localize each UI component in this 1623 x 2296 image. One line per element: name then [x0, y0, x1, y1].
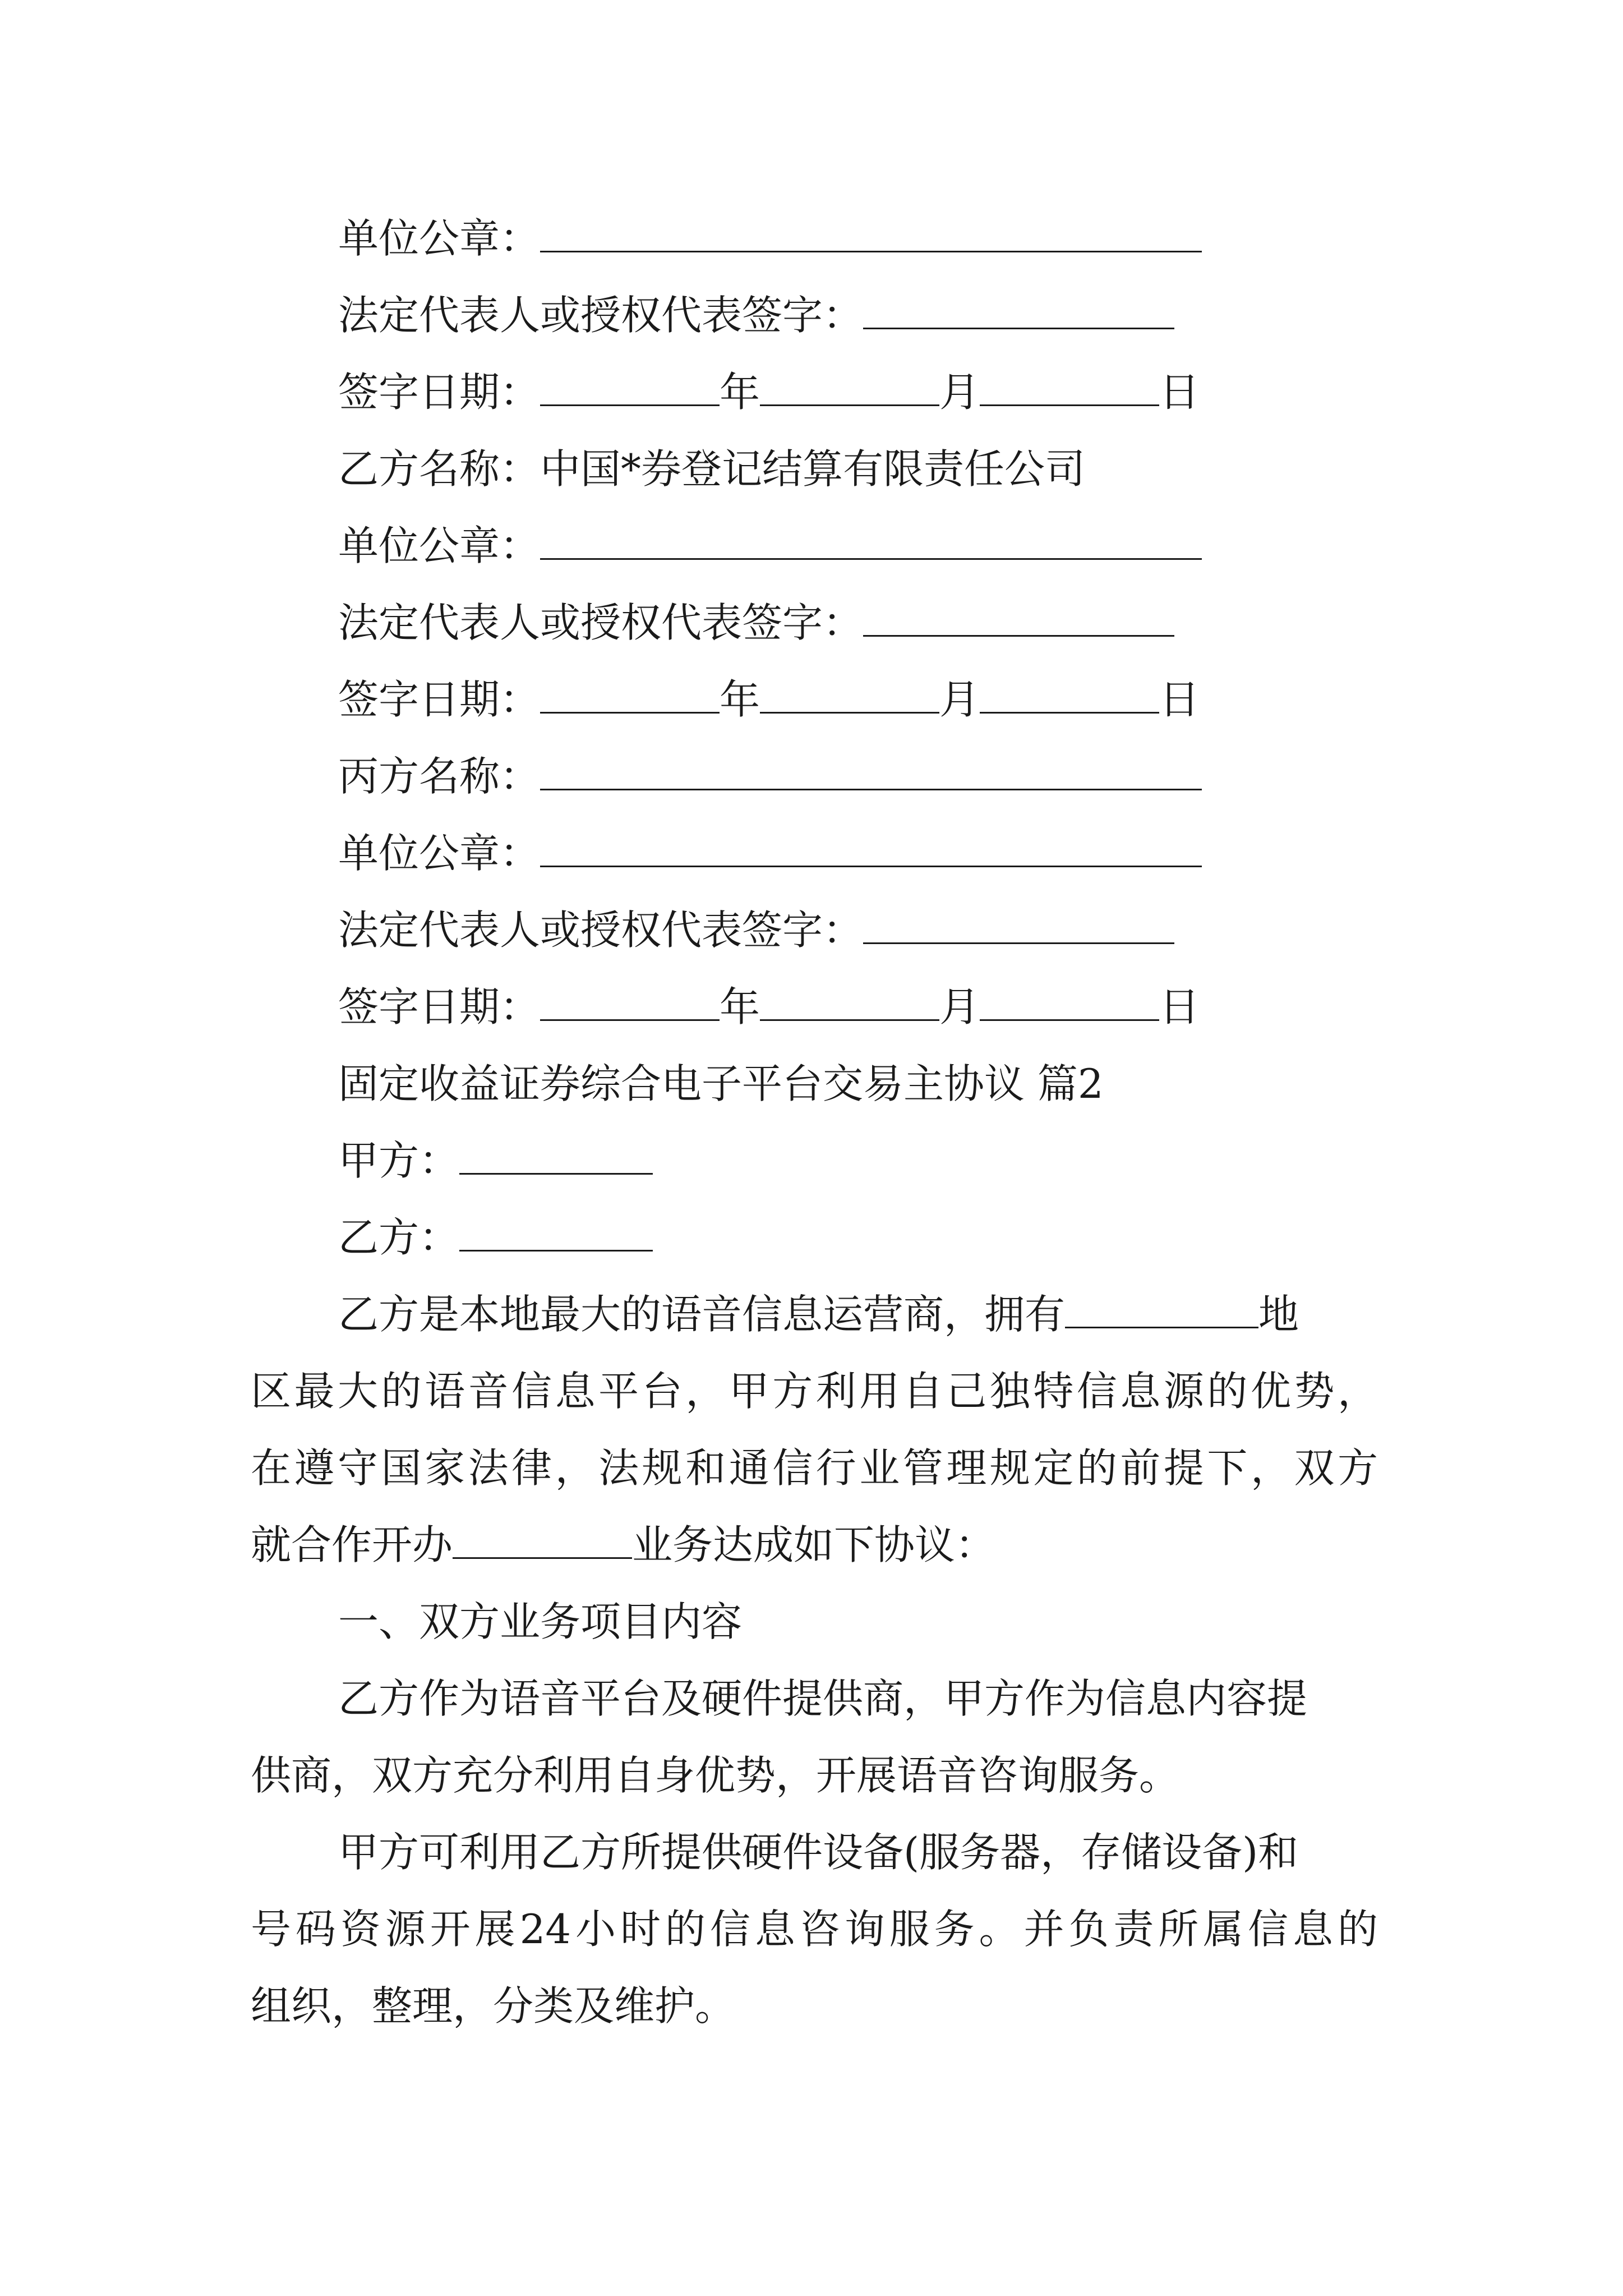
heading-1: 一、双方业务项目内容	[338, 1598, 743, 1645]
date-line-3	[338, 982, 1200, 1032]
p2-line-3	[251, 1981, 735, 2031]
intro-line-2	[251, 1366, 1378, 1416]
party-b-name-label: 乙方名称：	[338, 445, 541, 493]
seal-line-1	[338, 213, 1202, 264]
rep-line-1	[338, 290, 1174, 341]
month-label: 月	[939, 676, 980, 723]
region-blank	[1065, 1292, 1258, 1328]
date-label: 签字日期：	[338, 676, 541, 723]
p2-line1-text: 甲方可利用乙方所提供硬件设备(服务器，存储设备)和	[338, 1829, 1299, 1876]
party-a-label: 甲方：	[338, 1137, 460, 1184]
seal-blank	[540, 523, 1202, 560]
intro-line1-end: 地	[1258, 1291, 1299, 1338]
p2-line-2	[251, 1904, 1378, 1954]
month-blank	[760, 677, 939, 714]
intro-line3-text: 在遵守国家法律，法规和通信行业管理规定的前提下，双方	[251, 1444, 1378, 1492]
seal-label: 单位公章：	[338, 830, 541, 877]
month-label: 月	[939, 369, 980, 416]
party-b-label: 乙方：	[338, 1214, 460, 1261]
intro-line4-start: 就合作开办	[251, 1521, 453, 1568]
party-b-name-line	[338, 444, 1085, 494]
intro-line-1	[338, 1289, 1299, 1340]
date-line-2	[338, 674, 1200, 725]
party-b-name-value: 中国*券登记结算有限责任公司	[540, 445, 1086, 493]
p1-line2-text: 供商，双方充分利用自身优势，开展语音咨询服务。	[251, 1752, 1180, 1799]
rep-line-3	[338, 905, 1174, 955]
date-label: 签字日期：	[338, 369, 541, 416]
party-b-line	[338, 1212, 653, 1263]
p1-line1-text: 乙方作为语音平台及硬件提供商，甲方作为信息内容提	[338, 1675, 1308, 1722]
business-blank	[453, 1522, 632, 1559]
rep-label: 法定代表人或授权代表签字：	[338, 599, 864, 646]
intro-line-3	[251, 1443, 1378, 1493]
p1-line-2	[251, 1750, 1179, 1801]
seal-line-3	[338, 828, 1202, 878]
p2-line2-text: 号码资源开展24小时的信息咨询服务。并负责所属信息的	[251, 1906, 1378, 1953]
year-blank	[540, 984, 720, 1021]
seal-label: 单位公章：	[338, 522, 541, 569]
intro-line-4	[251, 1520, 995, 1570]
intro-line1-start: 乙方是本地最大的语音信息运营商，拥有	[338, 1291, 1066, 1338]
day-label: 日	[1159, 983, 1200, 1030]
party-a-blank	[459, 1138, 653, 1175]
seal-blank	[540, 216, 1202, 252]
intro-line2-text: 区最大的语音信息平台，甲方利用自己独特信息源的优势，	[251, 1368, 1378, 1415]
party-c-name-blank	[540, 754, 1202, 790]
year-label: 年	[720, 676, 760, 723]
seal-blank	[540, 831, 1202, 867]
month-blank	[760, 370, 939, 406]
p2-line-1	[338, 1827, 1298, 1878]
rep-blank	[863, 293, 1174, 329]
seal-line-2	[338, 521, 1202, 571]
year-blank	[540, 370, 720, 406]
rep-label: 法定代表人或授权代表签字：	[338, 292, 864, 339]
year-label: 年	[720, 369, 760, 416]
month-label: 月	[939, 983, 980, 1030]
date-line-1	[338, 367, 1200, 417]
party-b-blank	[459, 1215, 653, 1251]
date-label: 签字日期：	[338, 983, 541, 1030]
day-blank	[980, 984, 1159, 1021]
section-title: 固定收益证券综合电子平台交易主协议 篇2	[338, 1060, 1104, 1107]
p1-line-1	[338, 1673, 1307, 1724]
party-c-name-line	[338, 751, 1202, 802]
day-blank	[980, 677, 1159, 714]
seal-label: 单位公章：	[338, 215, 541, 262]
year-label: 年	[720, 983, 760, 1030]
day-blank	[980, 370, 1159, 406]
rep-label: 法定代表人或授权代表签字：	[338, 907, 864, 954]
month-blank	[760, 984, 939, 1021]
day-label: 日	[1159, 676, 1200, 723]
rep-line-2	[338, 597, 1174, 648]
party-c-name-label: 丙方名称：	[338, 753, 541, 800]
intro-line4-end: 业务达成如下协议：	[632, 1521, 996, 1568]
rep-blank	[863, 600, 1174, 637]
day-label: 日	[1159, 369, 1200, 416]
party-a-line	[338, 1135, 653, 1186]
p2-line3-text: 组织，整理，分类及维护。	[251, 1982, 736, 2030]
rep-blank	[863, 908, 1174, 944]
year-blank	[540, 677, 720, 714]
